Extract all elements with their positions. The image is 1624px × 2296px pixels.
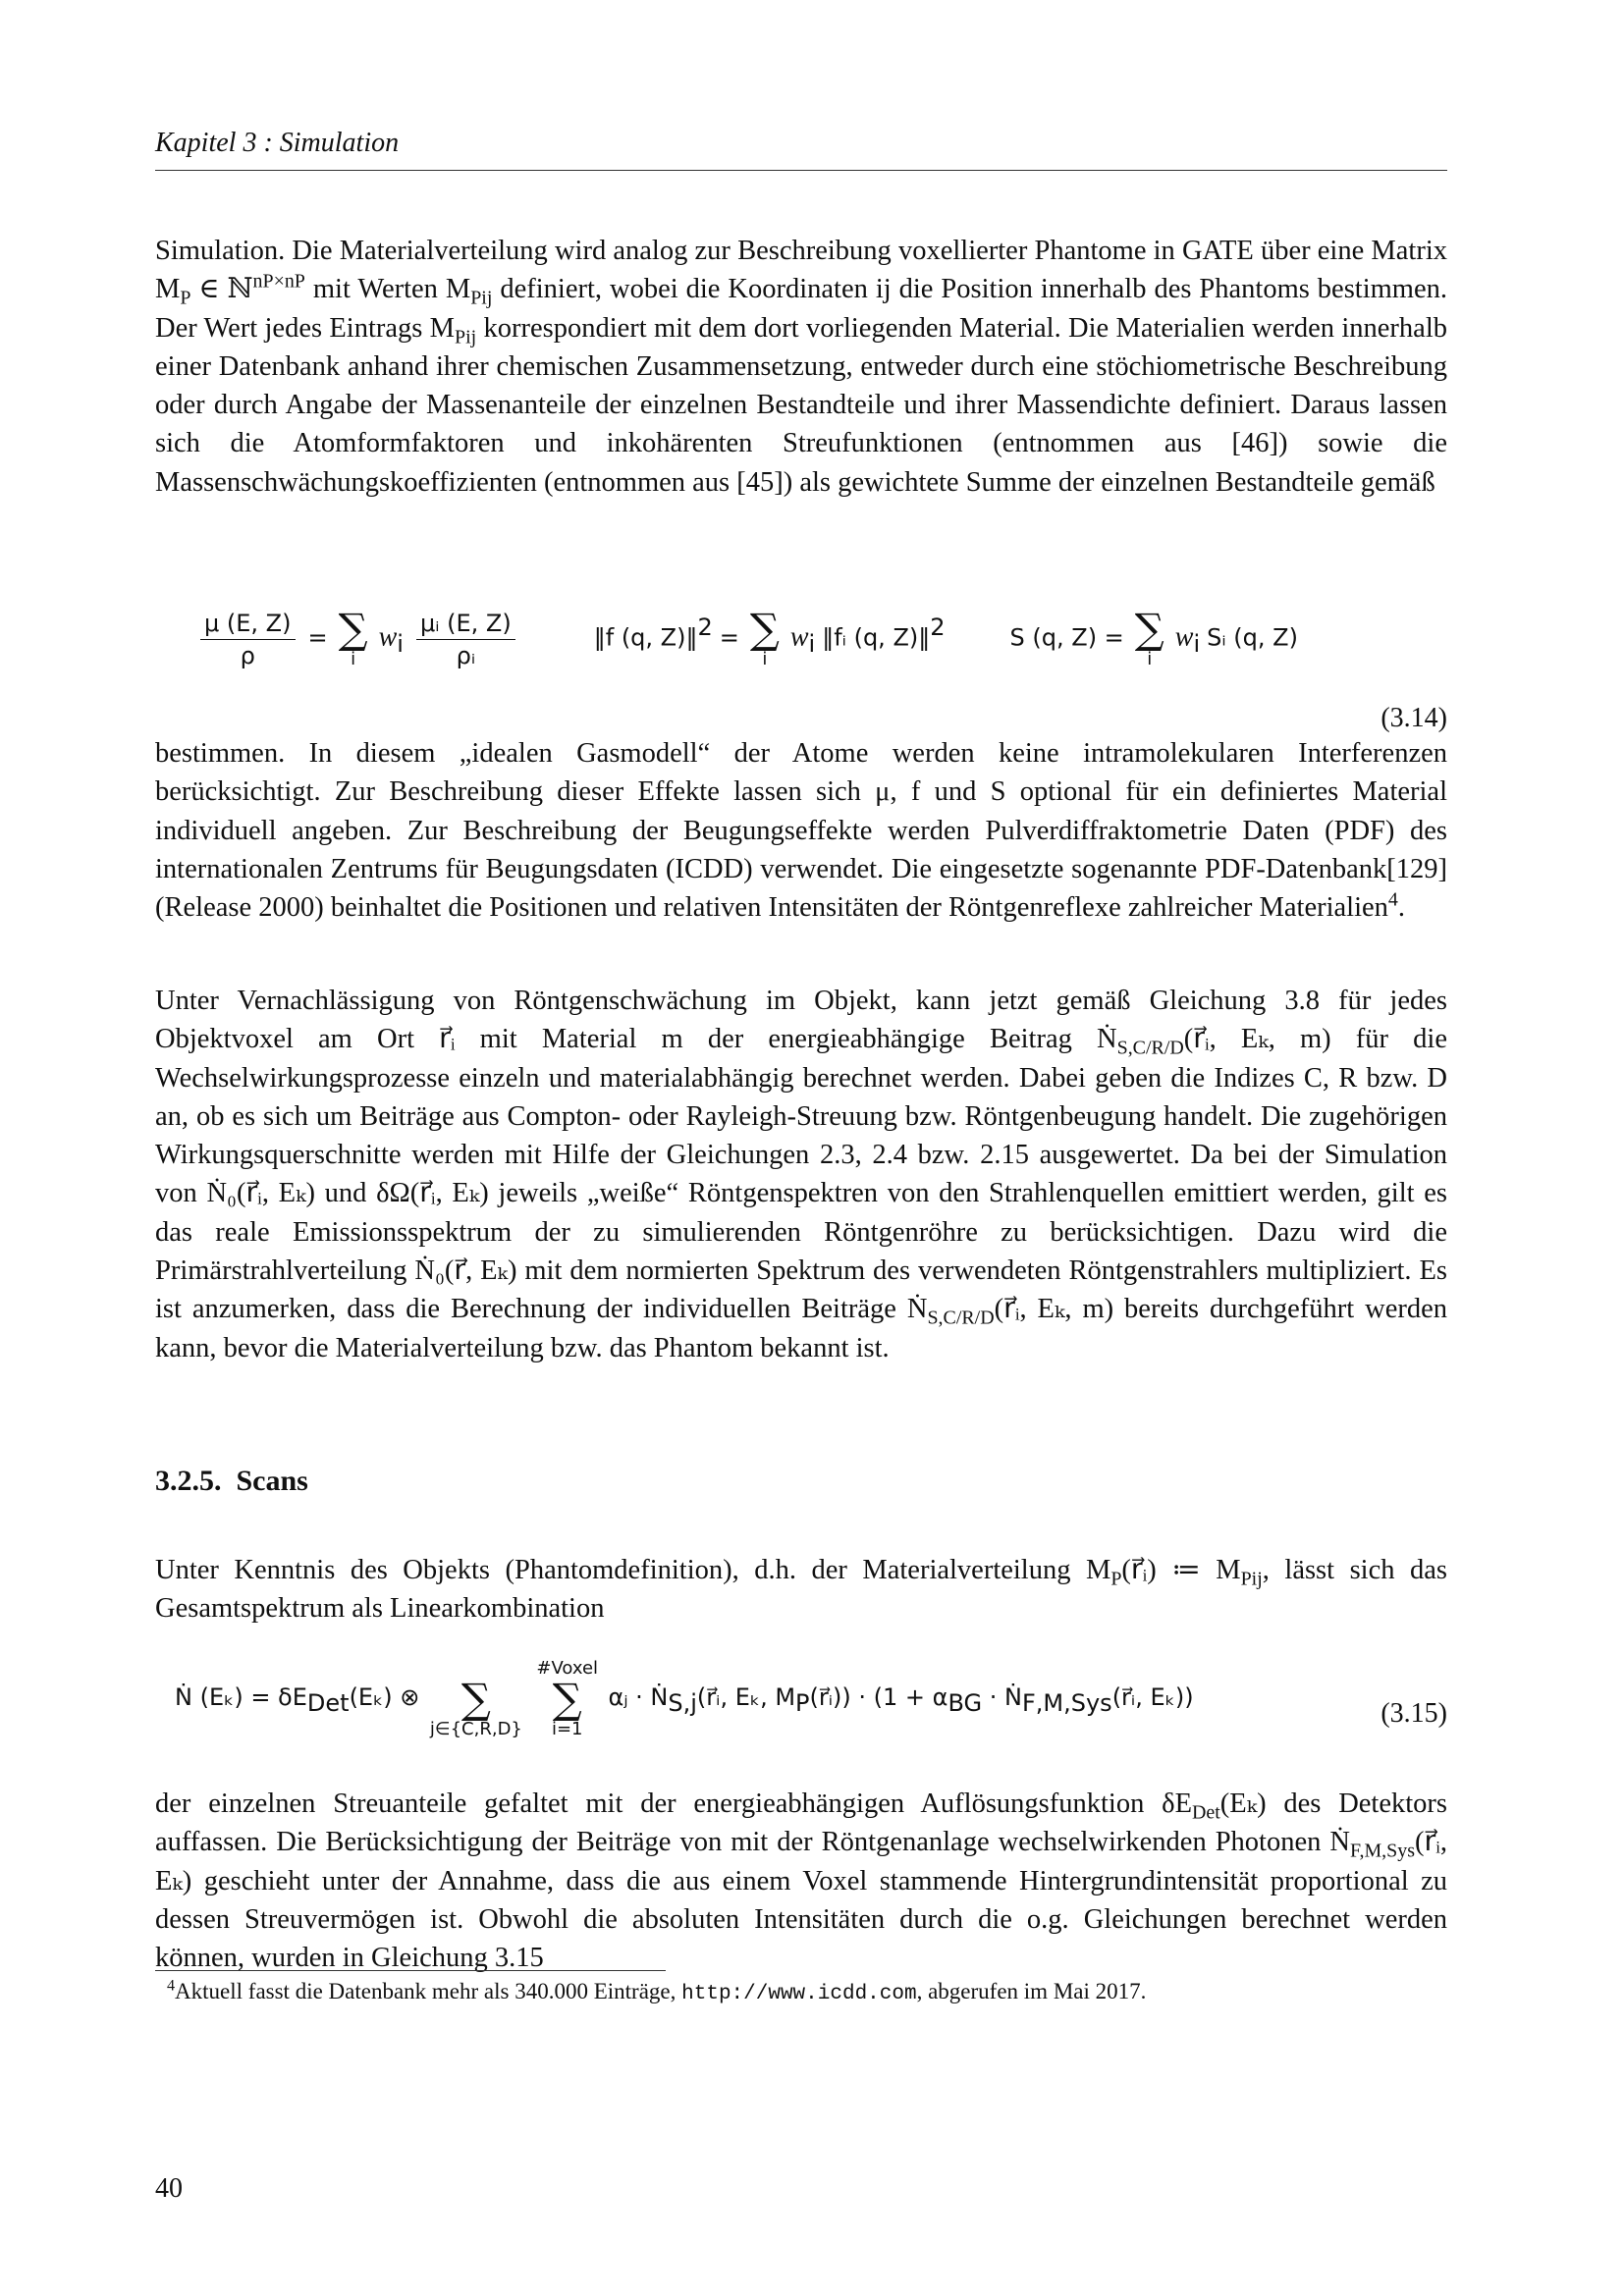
equation-3-15-body: Ṅ $(E_k) = \delta E_{Det}(E_k)$ ⊗ ∑ j∈{C,R,D} #Voxel ∑ i=1 αⱼ · Ṅ$_{S,j}$(r⃗ᵢ, Eₖ, $M_P(r⃗ᵢ)) \cdot (1 + \alpha_{BG}$ · Ṅ$_{F,M,Sys}$(r⃗ᵢ, Eₖ)) bbox=[175, 1658, 1194, 1739]
sum-symbol: #Voxel ∑ i=1 bbox=[536, 1658, 599, 1739]
sum-symbol: ∑ i bbox=[338, 605, 368, 669]
fraction-mui-rhoi: $\frac{\text{μᵢ (E, Z)}}{\text{ρᵢ}}$ bbox=[416, 610, 515, 669]
paragraph-gas-model: bestimmen. In diesem „idealen Gasmodell“ der Atome werden keine intramolekularen Interferenzen berücksichtigt. Zur Beschreibung dieser Effekte lassen sich μ, f und S optional für ein definiertes Material individuell angeben. Zur Beschreibung der Beugungseffekte werden Pulverdiffraktometrie Daten (PDF) des internationalen Zentrums für Beugungsdaten (ICDD) verwendet. Die eingesetzte sogenannte PDF-Datenbank[129] (Release 2000) beinhaltet die Positionen und relativen Intensitäten der Röntgenreflexe zahlreicher Materialien$^4$. bbox=[155, 738, 1447, 924]
fraction-mu-rho: $\frac{\mu (E, Z)}{\rho}$ bbox=[200, 610, 296, 669]
running-header: Kapitel 3 : Simulation bbox=[155, 128, 400, 158]
section-title: Scans bbox=[236, 1465, 308, 1497]
sum-symbol: ∑ i bbox=[749, 605, 780, 669]
footnote: $^4$Aktuell fasst die Datenbank mehr als 340.000 Einträge, http://www.icdd.com, abgerufen im Mai 2017. bbox=[167, 1977, 1147, 2005]
footnote-rule bbox=[155, 1970, 666, 1971]
header-rule bbox=[155, 170, 1447, 171]
page-number: 40 bbox=[155, 2173, 183, 2204]
paragraph-convolution: der einzelnen Streuanteile gefaltet mit der energieabhängigen Auflösungsfunktion $\delta E_{Det}(E_k)$ des Detektors auffassen. Die Berücksichtigung der Beiträge von mit der Röntgenanlage wechselwirkenden Photonen Ṅ$_{F,M,Sys}$(r⃗ᵢ, Eₖ) geschieht unter der Annahme, dass die aus einem Voxel stammende Hintergrundintensität proportional zu dessen Streuvermögen ist. Obwohl die absoluten Intensitäten durch die o.g. Gleichungen berechnet werden können, wurden in Gleichung 3.15 bbox=[155, 1789, 1447, 1974]
paragraph-object-knowledge: Unter Kenntnis des Objekts (Phantomdefinition), d.h. der Materialverteilung $M_P(r⃗ᵢ)$ ≔ $M_{Pij}$, lässt sich das Gesamtspektrum als Linearkombination bbox=[155, 1555, 1447, 1625]
section-number: 3.2.5. bbox=[155, 1465, 222, 1497]
paragraph-material-distribution: Simulation. Die Materialverteilung wird analog zur Beschreibung voxellierter Phantome in GATE über eine Matrix $M_P$ ∈ ℕ$^{nP\times nP}$ mit Werten $M_{Pij}$ definiert, wobei die Koordinaten ij die Position innerhalb des Phantoms bestimmen. Der Wert jedes Eintrags $M_{Pij}$ korrespondiert mit dem dort vorliegenden Material. Die Materialien werden innerhalb einer Datenbank anhand ihrer chemischen Zusammensetzung, entweder durch eine stöchiometrische Beschreibung oder durch Angabe der Massenanteile der einzelnen Bestandteile und ihrer Massendichte definiert. Daraus lassen sich die Atomformfaktoren und inkohärenten Streufunktionen (entnommen aus [46]) sowie die Massenschwächungskoeffizienten (entnommen aus [45]) als gewichtete Summe der einzelnen Bestandteile gemäß bbox=[155, 236, 1447, 498]
equation-3-14-body: $\frac{\mu (E, Z)}{\rho}$ = ∑ i $w_i$ $\frac{\text{μᵢ (E, Z)}}{\text{ρᵢ}}$ ‖f (q, Z)‖$^2$ = ∑ i $w_i$ ‖fᵢ (q, Z)‖$^2$ S (q, Z) = ∑ i $w_i$ Sᵢ (q, Z) bbox=[194, 609, 1298, 669]
sum-symbol: ∑ i bbox=[1134, 605, 1164, 669]
footnote-mark: 4 bbox=[167, 1977, 176, 1995]
footnote-link[interactable]: http://www.icdd.com bbox=[681, 1983, 917, 2005]
equation-number-3-15: (3.15) bbox=[1380, 1698, 1447, 1729]
equation-3-15 bbox=[155, 1659, 1447, 1767]
section-heading bbox=[155, 1465, 308, 1498]
sum-symbol: ∑ j∈{C,R,D} bbox=[429, 1675, 522, 1739]
paragraph-attenuation: Unter Vernachlässigung von Röntgenschwächung im Objekt, kann jetzt gemäß Gleichung 3.8 für jedes Objektvoxel am Ort r⃗ᵢ mit Material m der energieabhängige Beitrag Ṅ$_{S,C/R/D}$(r⃗ᵢ, Eₖ, m) für die Wechselwirkungsprozesse einzeln und materialabhängig berechnet werden. Dabei geben die Indizes C, R bzw. D an, ob es sich um Beiträge aus Compton- oder Rayleigh-Streuung bzw. Röntgenbeugung handelt. Die zugehörigen Wirkungsquerschnitte werden mit Hilfe der Gleichungen 2.3, 2.4 bzw. 2.15 ausgewertet. Da bei der Simulation von Ṅ₀(r⃗ᵢ, Eₖ) und δΩ(r⃗ᵢ, Eₖ) jeweils „weiße“ Röntgenspektren von den Strahlenquellen emittiert werden, gilt es das reale Emissionsspektrum der zu simulierenden Röntgenröhre zu berücksichtigen. Dazu wird die Primärstrahlverteilung Ṅ₀(r⃗, Eₖ) mit dem normierten Spektrum des verwendeten Röntgenstrahlers multipliziert. Es ist anzumerken, dass die Berechnung der individuellen Beiträge Ṅ$_{S,C/R/D}$(r⃗ᵢ, Eₖ, m) bereits durchgeführt werden kann, bevor die Materialverteilung bzw. das Phantom bekannt ist. bbox=[155, 986, 1447, 1363]
equation-3-14 bbox=[155, 605, 1447, 733]
equation-number-3-14: (3.14) bbox=[1380, 703, 1447, 733]
footnote-mark: 4 bbox=[1387, 888, 1398, 911]
